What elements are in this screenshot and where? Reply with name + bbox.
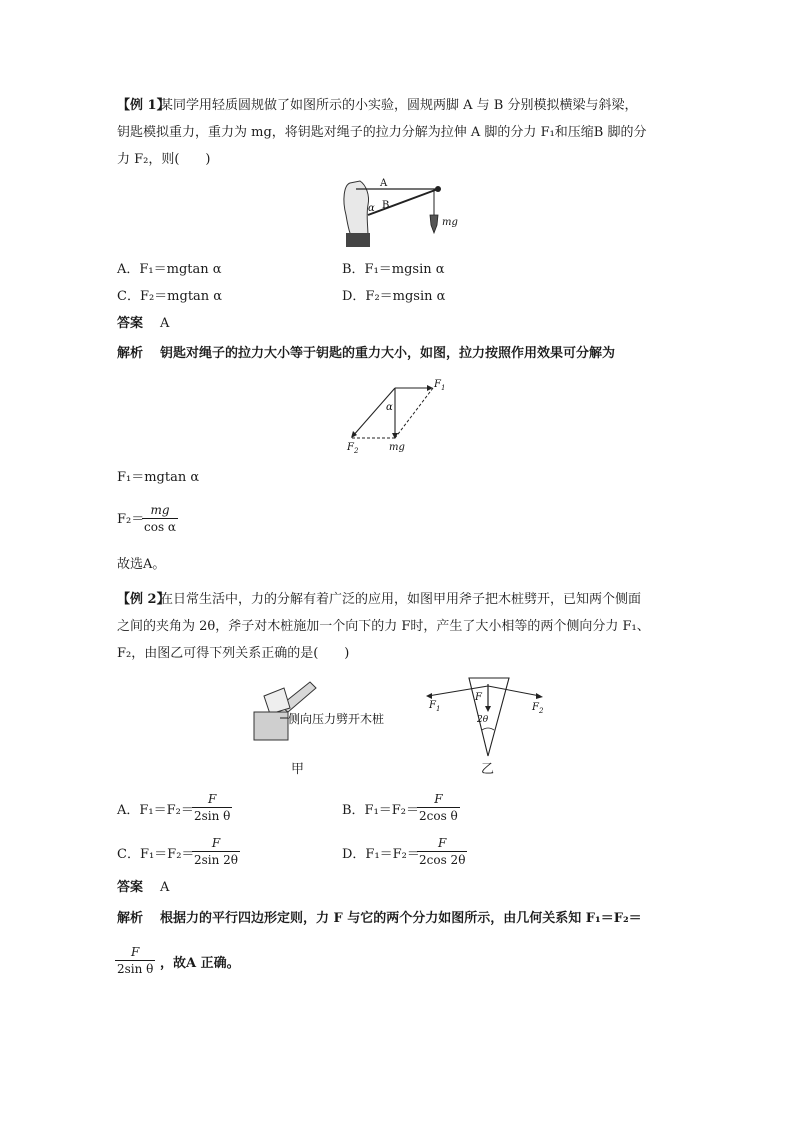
fraction-numerator: F [131,945,140,959]
fraction-numerator: mg [150,503,170,517]
example-1-stem-line-2: 钥匙模拟重力，重力为 mg，将钥匙对绳子的拉力分解为拉伸 A 脚的分力 F₁和压缩B 脚的分 [117,125,647,140]
figure-jia-caption: 甲 [291,762,305,777]
compass-head [435,186,441,192]
example-2-choice-b-lhs: B．F₁＝F₂＝ [342,803,420,818]
example-2-choice-d-fraction [417,836,467,867]
label-f2: $F_2$ [347,442,359,455]
example-1-choice-a: A．F₁＝mgtan α [117,262,222,277]
fraction-denominator: 2sin θ [194,809,231,823]
label-mg-2: mg [389,442,405,453]
example-1-stem-line-1: 某同学用轻质圆规做了如图所示的小实验，圆规两脚 A 与 B 分别模拟横梁与斜梁， [160,98,638,113]
wedge-force-figure [424,676,554,761]
fraction-numerator: F [211,836,221,850]
example-2-choice-b-fraction [417,792,460,823]
fraction-denominator: 2sin 2θ [194,853,239,867]
label-f1: $F_1$ [434,379,446,392]
leg-b-line [368,189,438,215]
key-shape [430,215,438,233]
example-2-stem-line-2: 之间的夹角为 2θ，斧子对木桩施加一个向下的力 F时，产生了大小相等的两个侧向分力 F₁、 [117,619,650,634]
example-2-stem-line-3: F₂，由图乙可得下列关系正确的是( ) [117,646,350,661]
example-2-answer-label: 答案 [117,880,144,895]
sleeve-shape [346,233,370,247]
wedge-shape [469,678,509,756]
example-2-tag: 【例 2】 [117,592,170,607]
example-1-equation-2-lhs: F₂＝ [117,512,145,527]
fraction-denominator: 2cos 2θ [419,853,466,867]
example-1-explain-text: 钥匙对绳子的拉力大小等于钥匙的重力大小，如图，拉力按照作用效果可分解为 [160,346,616,361]
f1-arrowhead [427,385,433,391]
example-2-choice-c-lhs: C．F₁＝F₂＝ [117,847,195,862]
example-1-choice-c: C．F₂＝mgtan α [117,289,223,304]
example-2-explain-text: 根据力的平行四边形定则，力 F 与它的两个分力如图所示，由几何关系知 F₁＝F₂＝ [160,911,642,926]
fraction-denominator: 2sin θ [117,962,154,976]
label-f1-yi: $F_1$ [429,700,441,713]
f2-arrowhead [536,693,543,699]
axe-stump-figure [250,676,390,766]
example-2-choice-d-lhs: D．F₁＝F₂＝ [342,847,420,862]
example-2-choice-c-fraction [192,836,240,867]
fraction-numerator: F [208,792,217,806]
example-1-explain-label: 解析 [117,346,144,361]
label-alpha: α [368,203,375,214]
fraction-numerator: F [438,836,447,850]
example-2-explain-tail: ，故A 正确。 [160,956,240,971]
label-2theta: 2θ [477,715,489,725]
example-1-choice-b: B．F₁＝mgsin α [342,262,445,277]
label-side-pressure: 侧向压力劈开木桩 [288,712,385,726]
example-1-equation-1: F₁＝mgtan α [117,470,200,485]
example-2-explain-fraction [115,945,155,976]
label-mg: mg [442,217,458,228]
dashed-top-edge [395,388,433,438]
fraction-denominator: cos α [144,520,177,534]
example-1-choice-d: D．F₂＝mgsin α [342,289,446,304]
label-f2-yi: $F_2$ [532,702,544,715]
figure-yi-caption: 乙 [481,762,495,777]
example-1-tag: 【例 1】 [117,98,170,113]
label-f: F [475,692,482,703]
angle-arc [482,728,494,730]
compass-experiment-figure [338,175,468,250]
example-2-choice-a-lhs: A．F₁＝F₂＝ [117,803,194,818]
example-2-explain-label: 解析 [117,911,144,926]
example-2-choice-a-fraction [192,792,232,823]
f2-line [488,686,540,696]
example-1-answer-label: 答案 [117,316,144,331]
example-1-equation-2-fraction [142,503,178,534]
force-parallelogram-figure [343,378,453,458]
fraction-denominator: 2cos θ [419,809,458,823]
force-f-arrowhead [485,706,491,712]
example-1-stem-line-3: 力 F₂，则( ) [117,152,211,167]
label-b: B [382,200,390,211]
wood-stump [254,712,288,740]
example-1-conclusion: 故选A。 [117,557,166,572]
f1-arrowhead [426,693,432,699]
label-alpha-2: α [386,402,393,413]
fraction-numerator: F [434,792,443,806]
example-2-answer: A [160,880,170,895]
example-1-answer: A [160,316,170,331]
label-a: A [380,178,388,189]
example-2-stem-line-1: 在日常生活中，力的分解有着广泛的应用，如图甲用斧子把木桩劈开，已知两个侧面 [160,592,642,607]
